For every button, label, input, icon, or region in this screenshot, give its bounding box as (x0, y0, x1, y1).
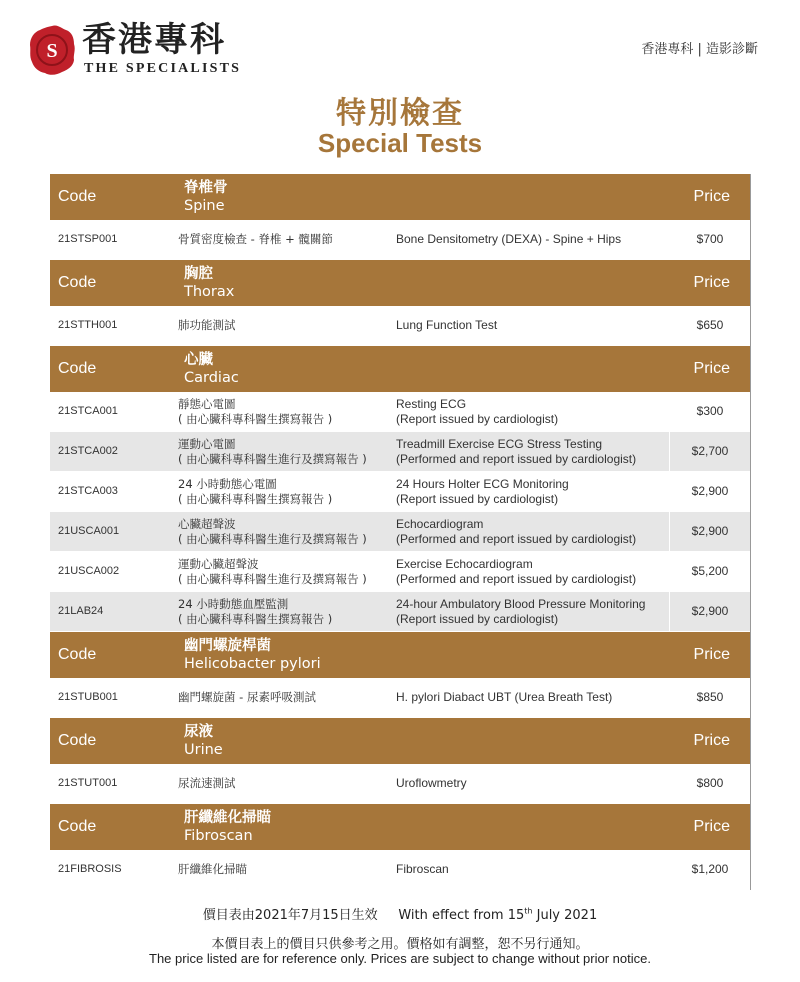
price-column-header: Price (693, 732, 730, 749)
category-chinese: 心臟 (184, 352, 213, 368)
effective-date-english: With effect from 15th July 2021 (398, 906, 598, 923)
code-column-header: Code (58, 732, 97, 749)
test-name-english-line: (Report issued by cardiologist) (396, 491, 559, 506)
test-name-english (396, 306, 497, 345)
section-header (50, 632, 750, 678)
test-code: 21STUB001 (58, 691, 118, 703)
table-row (50, 850, 750, 890)
test-name-english (396, 432, 636, 471)
logo-chinese-name: 香港專科 (82, 20, 226, 60)
code-column-header: Code (58, 274, 97, 291)
table-row (50, 512, 750, 552)
category-english: Thorax (184, 284, 235, 300)
section-header (50, 260, 750, 306)
test-price: $1,200 (669, 850, 750, 889)
test-price: $650 (669, 306, 750, 345)
test-name-chinese-line: 心臟超聲波 (178, 516, 236, 531)
effective-date (0, 904, 800, 923)
test-code: 21STCA003 (58, 485, 118, 497)
test-name-chinese-line: 靜態心電圖 (178, 396, 236, 411)
category-chinese: 脊椎骨 (184, 180, 228, 196)
test-name-english-line: Resting ECG (396, 396, 467, 411)
section-category (184, 265, 234, 301)
section-category (184, 637, 321, 673)
test-price: $700 (669, 220, 750, 259)
category-english: Cardiac (184, 370, 239, 386)
test-code: 21LAB24 (58, 605, 104, 617)
test-code: 21USCA002 (58, 565, 120, 577)
category-english: Fibroscan (184, 828, 253, 844)
test-price: $2,900 (669, 592, 750, 631)
test-price: $2,700 (669, 432, 750, 471)
section-header (50, 346, 750, 392)
table-row (50, 306, 750, 346)
price-column-header: Price (693, 360, 730, 377)
test-name-english-line: Lung Function Test (396, 318, 498, 332)
code-column-header: Code (58, 646, 97, 663)
test-name-chinese (178, 220, 333, 259)
test-code: 21STCA002 (58, 445, 118, 457)
test-name-chinese-line: ( 由心臟科專科醫生撰寫報告 ) (178, 491, 333, 506)
test-price: $5,200 (669, 552, 750, 591)
page-title-chinese: 特別檢查 (336, 96, 464, 131)
category-chinese: 尿液 (184, 724, 213, 740)
test-name-english (396, 472, 569, 511)
test-name-chinese-line: 運動心臟超聲波 (178, 556, 259, 571)
category-english: Urine (184, 742, 223, 758)
price-column-header: Price (693, 646, 730, 663)
price-column-header: Price (693, 274, 730, 291)
test-name-chinese (178, 392, 332, 431)
category-english: Helicobacter pylori (184, 656, 321, 672)
price-column-header: Price (693, 818, 730, 835)
table-row (50, 764, 750, 804)
test-price: $850 (669, 678, 750, 717)
test-name-english-line: H. pylori Diabact UBT (Urea Breath Test) (396, 690, 613, 704)
header-department-label: 香港專科 | 造影診斷 (641, 42, 758, 57)
page-title-english: Special Tests (317, 128, 483, 158)
test-name-chinese (178, 764, 236, 803)
test-name-chinese (178, 512, 367, 551)
table-row (50, 552, 750, 592)
test-name-chinese-line: ( 由心臟科專科醫生進行及撰寫報告 ) (178, 571, 367, 586)
section-category (184, 809, 271, 845)
effective-date-chinese: 價目表由2021年7月15日生效 (202, 908, 378, 923)
test-code: 21STUT001 (58, 777, 118, 789)
section-category (184, 179, 228, 215)
test-name-chinese-line: 尿流速測試 (178, 776, 236, 790)
test-name-chinese-line: 幽門螺旋菌 - 尿素呼吸測試 (178, 690, 316, 704)
test-name-english-line: (Performed and report issued by cardiologist) (396, 571, 637, 586)
test-name-chinese-line: 肝纖維化掃瞄 (178, 862, 247, 876)
test-name-english-line: 24-hour Ambulatory Blood Pressure Monitoring (396, 596, 646, 611)
test-code: 21FIBROSIS (58, 863, 122, 875)
test-name-english-line: 24 Hours Holter ECG Monitoring (396, 476, 569, 491)
test-code: 21STSP001 (58, 233, 118, 245)
test-name-english (396, 678, 612, 717)
category-chinese: 幽門螺旋桿菌 (184, 638, 271, 654)
category-chinese: 胸腔 (184, 266, 213, 282)
disclaimer-english: The price listed are for reference only. Prices are subject to change without prior notice. (149, 951, 651, 966)
test-name-chinese-line: 24 小時動態心電圖 (178, 476, 277, 491)
test-price: $800 (669, 764, 750, 803)
table-row (50, 472, 750, 512)
svg-text:S: S (46, 40, 58, 62)
test-price: $2,900 (669, 512, 750, 551)
test-name-english-line: Bone Densitometry (DEXA) - Spine + Hips (396, 232, 622, 246)
section-header (50, 174, 750, 220)
test-name-chinese-line: 24 小時動態血壓監測 (178, 596, 289, 611)
wax-seal-logo-icon (28, 24, 76, 76)
test-name-chinese-line: 運動心電圖 (178, 436, 236, 451)
category-chinese: 肝纖維化掃瞄 (184, 810, 271, 826)
test-name-chinese (178, 432, 367, 471)
test-name-english-line: (Report issued by cardiologist) (396, 611, 559, 626)
table-row (50, 392, 750, 432)
test-name-chinese-line: ( 由心臟科專科醫生撰寫報告 ) (178, 411, 333, 426)
test-name-english-line: Treadmill Exercise ECG Stress Testing (396, 436, 603, 451)
test-name-english (396, 764, 467, 803)
test-name-english (396, 850, 449, 889)
test-name-chinese (178, 592, 332, 631)
test-name-english (396, 512, 636, 551)
code-column-header: Code (58, 188, 97, 205)
page-header (0, 0, 800, 90)
test-price: $2,900 (669, 472, 750, 511)
price-table (50, 174, 751, 890)
table-row (50, 592, 750, 632)
price-column-header: Price (693, 188, 730, 205)
section-category (184, 351, 239, 387)
test-name-chinese-line: 骨質密度檢查 - 脊椎 + 髖關節 (178, 232, 333, 246)
test-name-chinese (178, 472, 332, 511)
table-row (50, 678, 750, 718)
test-name-chinese (178, 678, 316, 717)
test-price: $300 (669, 392, 750, 431)
test-name-english-line: (Performed and report issued by cardiologist) (396, 451, 637, 466)
category-english: Spine (184, 198, 225, 214)
test-name-english (396, 552, 636, 591)
test-name-chinese (178, 552, 367, 591)
test-name-english-line: (Report issued by cardiologist) (396, 411, 559, 426)
test-name-english-line: Exercise Echocardiogram (396, 556, 533, 571)
test-name-english-line: Echocardiogram (396, 516, 484, 531)
test-name-english (396, 592, 645, 631)
logo-english-name: THE SPECIALISTS (84, 61, 242, 76)
table-row (50, 432, 750, 472)
test-name-chinese-line: ( 由心臟科專科醫生進行及撰寫報告 ) (178, 451, 367, 466)
code-column-header: Code (58, 818, 97, 835)
test-name-chinese-line: 肺功能測試 (178, 318, 236, 332)
test-name-english-line: (Performed and report issued by cardiologist) (396, 531, 637, 546)
test-name-english-line: Uroflowmetry (396, 776, 467, 790)
test-name-chinese (178, 850, 247, 889)
test-code: 21STTH001 (58, 319, 118, 331)
test-name-chinese (178, 306, 236, 345)
disclaimer-chinese: 本價目表上的價目只供參考之用。價格如有調整，恕不另行通知。 (211, 937, 589, 952)
test-name-chinese-line: ( 由心臟科專科醫生進行及撰寫報告 ) (178, 531, 367, 546)
section-category (184, 723, 223, 759)
test-name-english-line: Fibroscan (396, 862, 449, 876)
code-column-header: Code (58, 360, 97, 377)
test-name-chinese-line: ( 由心臟科專科醫生撰寫報告 ) (178, 611, 333, 626)
section-header (50, 804, 750, 850)
test-code: 21STCA001 (58, 405, 118, 417)
test-name-english (396, 392, 558, 431)
table-row (50, 220, 750, 260)
test-name-english (396, 220, 621, 259)
section-header (50, 718, 750, 764)
test-code: 21USCA001 (58, 525, 120, 537)
